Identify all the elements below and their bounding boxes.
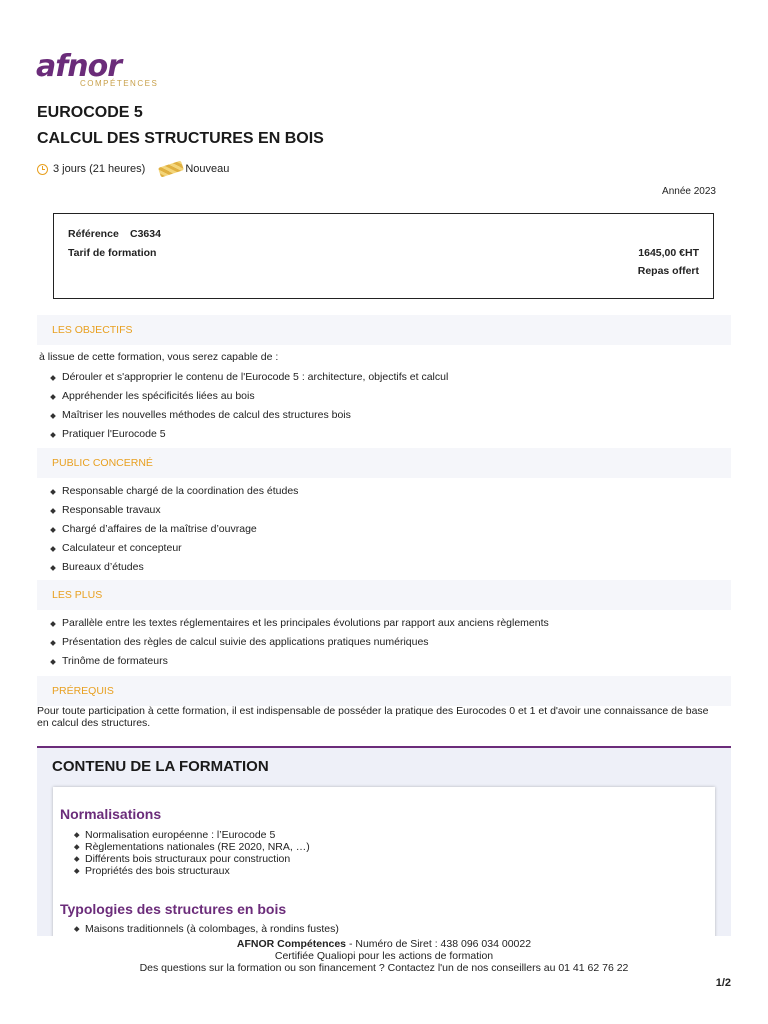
plus-heading: LES PLUS [37,580,731,610]
price-value: 1645,00 €HT [638,247,699,259]
plus-list [50,614,549,671]
logo-wordmark: afnor [36,49,122,84]
objectifs-intro: à lissue de cette formation, vous serez capable de : [39,351,279,363]
footer-company: AFNOR Compétences [236,938,347,950]
reference-box [53,213,714,299]
page-number: 1/2 [715,977,731,989]
list-item: Dérouler et s'approprier le contenu de l'Eurocode 5 : architecture, objectifs et calcul [50,368,448,387]
footer-certification: Certifiée Qualiopi pour les actions de formation [274,950,494,962]
public-list [50,482,298,577]
tarif-label: Tarif de formation [68,247,157,259]
list-item: Appréhender les spécificités liées au bois [50,387,448,406]
new-badge-icon [158,161,184,178]
list-item: Bureaux d’études [50,558,298,577]
list-item: Responsable chargé de la coordination des études [50,482,298,501]
typologies-list [74,923,339,935]
objectifs-heading: LES OBJECTIFS [37,315,731,345]
meal-label: Repas offert [637,265,699,277]
list-item: Pratiquer l'Eurocode 5 [50,425,448,444]
duration-text: 3 jours (21 heures) [53,163,146,175]
afnor-logo [36,49,176,92]
reference-label: Référence [68,228,119,240]
public-heading: PUBLIC CONCERNÉ [37,448,731,478]
contenu-heading: CONTENU DE LA FORMATION [52,758,269,775]
list-item: Chargé d’affaires de la maîtrise d’ouvrage [50,520,298,539]
clock-icon [37,164,48,175]
logo-subtitle: COMPÉTENCES [80,79,159,88]
course-meta [37,160,229,178]
footer-contact: Des questions sur la formation ou son financement ? Contactez l'un de nos conseillers au 01 41 62 76 22 [139,962,629,974]
course-title-line1: EUROCODE 5 [37,104,143,121]
prerequis-heading: PRÉREQUIS [37,676,731,706]
list-item: Trinôme de formateurs [50,652,549,671]
list-item: Calculateur et concepteur [50,539,298,558]
footer-siret: - Numéro de Siret : 438 096 034 00022 [346,938,532,950]
page-footer [0,938,768,974]
list-item: Différents bois structuraux pour construction [74,853,310,865]
reference-value: C3634 [130,228,161,240]
section-title-typologies: Typologies des structures en bois [60,901,287,917]
list-item: Propriétés des bois structuraux [74,865,310,877]
new-badge-text: Nouveau [185,163,230,175]
course-title-line2: CALCUL DES STRUCTURES EN BOIS [37,130,324,147]
list-item: Présentation des règles de calcul suivie des applications pratiques numériques [50,633,549,652]
normalisations-list [74,829,310,877]
list-item: Normalisation européenne : l’Eurocode 5 [74,829,310,841]
section-title-normalisations: Normalisations [60,806,162,822]
prerequis-text: Pour toute participation à cette formation, il est indispensable de posséder la pratique des Eurocodes 0 et 1 et d'avoir une connaissance de base en calcul des structures. [37,705,709,729]
objectifs-list [50,368,448,444]
year-label: Année 2023 [662,186,716,197]
list-item: Maîtriser les nouvelles méthodes de calcul des structures bois [50,406,448,425]
list-item: Parallèle entre les textes réglementaires et les principales évolutions par rapport aux anciens règlements [50,614,549,633]
list-item: Responsable travaux [50,501,298,520]
footer-line1 [0,938,768,950]
list-item: Règlementations nationales (RE 2020, NRA, …) [74,841,310,853]
list-item: Maisons traditionnels (à colombages, à rondins fustes) [74,923,339,935]
